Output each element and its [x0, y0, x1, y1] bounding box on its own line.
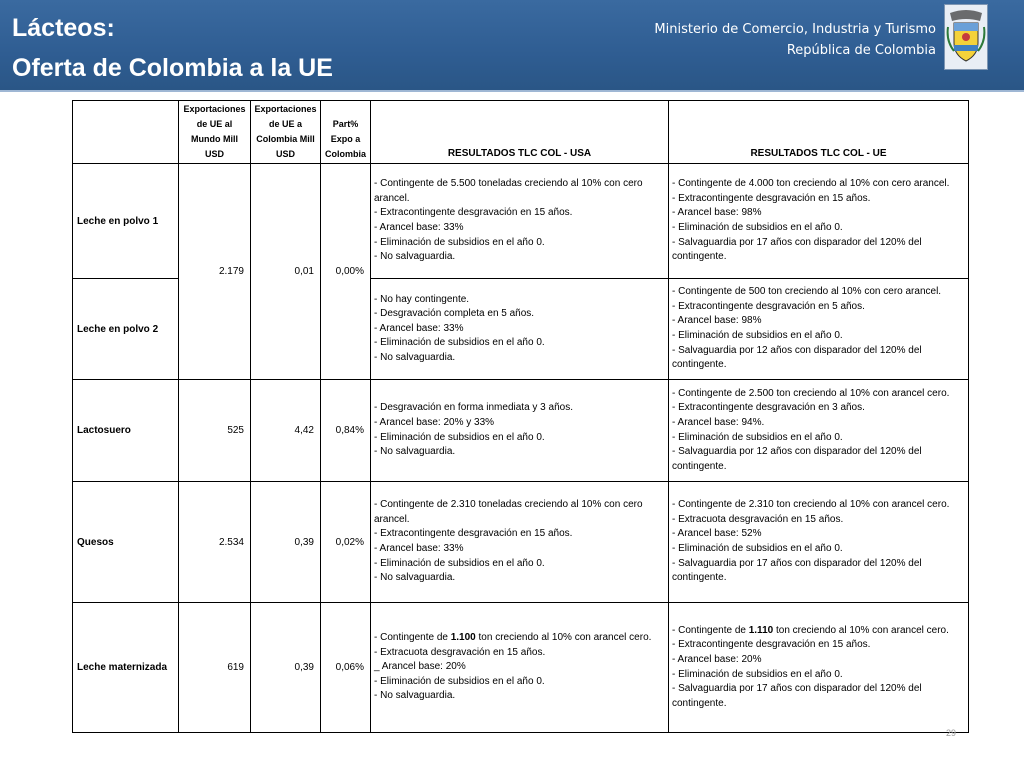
result-line: - Arancel base: 20% — [672, 653, 762, 665]
result-text: ton creciendo al 10% con arancel cero. — [773, 624, 949, 636]
result-line: - Arancel base: 52% — [672, 528, 762, 540]
ministry-block — [654, 19, 936, 61]
slide-title-line1: Lácteos: — [12, 14, 115, 42]
result-line: - No hay contingente. — [374, 293, 470, 305]
result-line: - Salvaguardia por 17 años con disparador del 120% del contingente. — [672, 236, 922, 263]
result-line: - Extracuota desgravación en 15 años. — [374, 646, 546, 658]
result-text: ton creciendo al 10% con arancel cero. — [475, 632, 652, 644]
result-line: - Desgravación completa en 5 años. — [374, 308, 535, 320]
usa-results-cell — [371, 380, 669, 482]
result-line: - Salvaguardia por 12 años con disparador del 120% del contingente. — [672, 344, 922, 371]
result-line: - Arancel base: 98% — [672, 207, 762, 219]
result-line: - Contingente de 4.000 ton creciendo al 10% con cero arancel. — [672, 178, 950, 190]
page-number: 29 — [946, 728, 957, 738]
product-cell: Lactosuero — [73, 380, 179, 482]
result-line: - Eliminación de subsidios en el año 0. — [374, 236, 545, 248]
result-line: - Extracontingente desgravación en 5 años. — [672, 300, 865, 312]
header-exports-ue-colombia: Exportaciones de UE a Colombia Mill USD — [251, 101, 321, 164]
ue-results-cell — [669, 482, 969, 603]
result-line: - Arancel base: 94%. — [672, 416, 765, 428]
part-percent-cell: 0,84% — [321, 380, 371, 482]
result-line: - Eliminación de subsidios en el año 0. — [374, 675, 545, 687]
ue-world-exports-cell: 2.534 — [179, 482, 251, 603]
slide-title-line2: Oferta de Colombia a la UE — [12, 54, 333, 82]
result-line — [374, 631, 665, 646]
result-line: - Arancel base: 33% — [374, 322, 464, 334]
slide-header — [0, 0, 1024, 92]
usa-results-cell — [371, 603, 669, 733]
result-line: - Contingente de 5.500 toneladas creciendo al 10% con cero arancel. — [374, 178, 643, 204]
result-line: - Contingente de 2.310 ton creciendo al 10% con arancel cero. — [672, 499, 950, 511]
ue-world-exports-cell: 2.179 — [179, 164, 251, 380]
result-text: - Contingente de — [374, 632, 451, 644]
product-cell: Leche maternizada — [73, 603, 179, 733]
header-part-percent: Part% Expo a Colombia — [321, 101, 371, 164]
coat-of-arms-icon — [944, 4, 988, 70]
result-text: - Contingente de — [672, 624, 749, 636]
part-percent-cell: 0,00% — [321, 164, 371, 380]
product-cell: Leche en polvo 2 — [73, 279, 179, 380]
result-line: - Extracontingente desgravación en 15 años. — [374, 528, 573, 540]
ue-results-cell — [669, 603, 969, 733]
ue-colombia-exports-cell: 0,39 — [251, 482, 321, 603]
result-line: - Contingente de 500 ton creciendo al 10% con cero arancel. — [672, 286, 942, 298]
table-row — [73, 164, 969, 279]
ue-results-cell — [669, 164, 969, 279]
dairy-offer-table — [72, 100, 969, 733]
ue-results-cell — [669, 279, 969, 380]
part-percent-cell: 0,02% — [321, 482, 371, 603]
usa-results-cell — [371, 279, 669, 380]
ue-world-exports-cell: 619 — [179, 603, 251, 733]
result-line: - No salvaguardia. — [374, 351, 456, 363]
result-line: - Eliminación de subsidios en el año 0. — [374, 337, 545, 349]
result-line: - Extracontingente desgravación en 3 años. — [672, 402, 865, 414]
ue-colombia-exports-cell: 0,39 — [251, 603, 321, 733]
ministry-name: Ministerio de Comercio, Industria y Turismo — [654, 22, 936, 37]
result-line: - Salvaguardia por 17 años con disparador del 120% del contingente. — [672, 557, 922, 584]
result-line: - Salvaguardia por 17 años con disparador del 120% del contingente. — [672, 683, 922, 709]
result-line: - Desgravación en forma inmediata y 3 años. — [374, 402, 573, 414]
result-line: - Arancel base: 20% y 33% — [374, 416, 495, 428]
result-quota-amount: 1.100 — [450, 632, 476, 644]
usa-results-cell — [371, 482, 669, 603]
result-line: - Extracontingente desgravación en 15 años. — [672, 192, 871, 204]
result-line: - Extracontingente desgravación en 15 años. — [374, 207, 573, 219]
header-product — [73, 101, 179, 164]
usa-results-cell — [371, 164, 669, 279]
product-cell: Leche en polvo 1 — [73, 164, 179, 279]
result-line: - Eliminación de subsidios en el año 0. — [374, 431, 545, 443]
result-line: - Contingente de 2.500 ton creciendo al 10% con arancel cero. — [672, 387, 950, 399]
result-line: - Arancel base: 98% — [672, 315, 762, 327]
table-row — [73, 482, 969, 603]
result-quota-amount: 1.110 — [748, 624, 774, 636]
result-line: - Eliminación de subsidios en el año 0. — [672, 668, 843, 680]
republic-name: República de Colombia — [786, 43, 936, 58]
table-row — [73, 380, 969, 482]
product-cell: Quesos — [73, 482, 179, 603]
result-line: - Extracontingente desgravación en 15 años. — [672, 639, 871, 651]
slide-title — [12, 8, 333, 88]
result-line: - No salvaguardia. — [374, 572, 456, 584]
header-exports-ue-world: Exportaciones de UE al Mundo Mill USD — [179, 101, 251, 164]
table-header-row — [73, 101, 969, 164]
result-line: - Eliminación de subsidios en el año 0. — [672, 431, 843, 443]
header-results-ue: RESULTADOS TLC COL - UE — [669, 101, 969, 164]
result-line: - Contingente de 2.310 toneladas creciendo al 10% con cero arancel. — [374, 499, 643, 525]
result-line: - No salvaguardia. — [374, 446, 456, 458]
header-results-usa: RESULTADOS TLC COL - USA — [371, 101, 669, 164]
table-row — [73, 603, 969, 733]
result-line: - Eliminación de subsidios en el año 0. — [672, 222, 843, 233]
part-percent-cell: 0,06% — [321, 603, 371, 733]
result-line: - Salvaguardia por 12 años con disparador del 120% del contingente. — [672, 446, 922, 472]
ue-colombia-exports-cell: 0,01 — [251, 164, 321, 380]
result-line — [672, 624, 965, 639]
result-line: - No salvaguardia. — [374, 251, 456, 263]
ue-results-cell — [669, 380, 969, 482]
result-line: - Eliminación de subsidios en el año 0. — [672, 543, 843, 554]
ue-world-exports-cell: 525 — [179, 380, 251, 482]
result-line: - Eliminación de subsidios en el año 0. — [672, 330, 843, 341]
result-line: - Eliminación de subsidios en el año 0. — [374, 557, 545, 569]
result-line: - No salvaguardia. — [374, 690, 456, 702]
result-line: - Arancel base: 33% — [374, 543, 464, 554]
result-line: _ Arancel base: 20% — [374, 661, 466, 673]
result-line: - Arancel base: 33% — [374, 222, 464, 233]
result-line: - Extracuota desgravación en 15 años. — [672, 513, 844, 525]
ue-colombia-exports-cell: 4,42 — [251, 380, 321, 482]
